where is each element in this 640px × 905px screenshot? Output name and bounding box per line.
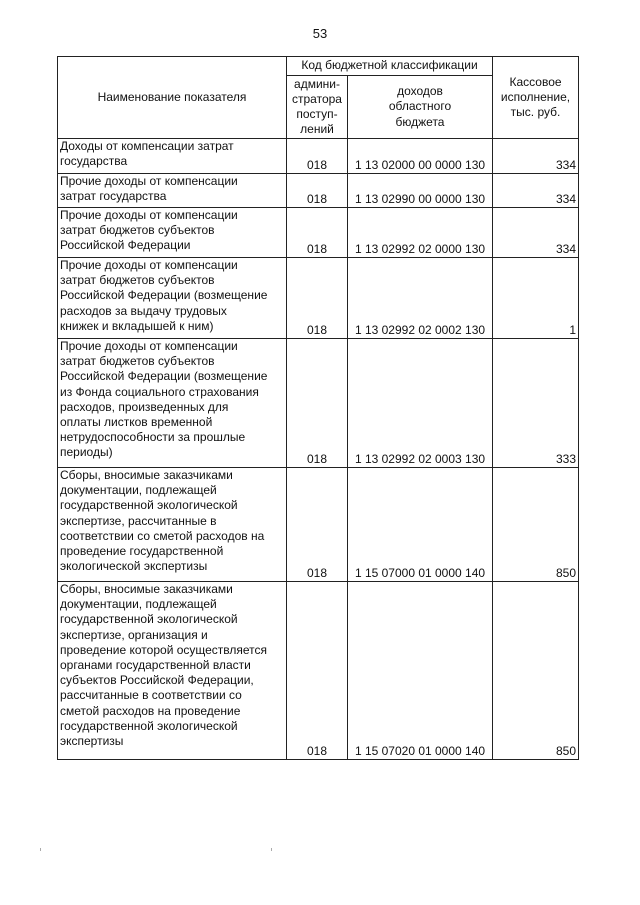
header-revenue: доходов областного бюджета [348, 76, 493, 139]
amount-cell: 334 [493, 208, 579, 258]
admin-code-cell: 018 [287, 139, 348, 174]
amount-cell: 1 [493, 258, 579, 339]
header-admin: админи- стратора поступ- лений [287, 76, 348, 139]
amount-cell: 333 [493, 339, 579, 468]
budget-code-cell: 1 13 02990 00 0000 130 [348, 174, 493, 208]
indicator-name-cell: Сборы, вносимые заказчиками документации, подлежащей государственной экологической экспертизе, рассчитанные в соответствии со сметой расходов на проведение государственной экологической экспертизы [58, 468, 287, 582]
table-row [58, 339, 579, 468]
table-row [58, 208, 579, 258]
table-body [58, 139, 579, 760]
admin-code-cell: 018 [287, 339, 348, 468]
indicator-name-cell: Прочие доходы от компенсации затрат государства [58, 174, 287, 208]
indicator-name-cell: Сборы, вносимые заказчиками документации, подлежащей государственной экологической экспертизе, организация и проведение которой осуществляется органами государственной власти субъектов Российской Федерации, рассчитанные в соответствии со сметой расходов на проведение государственной экологической экспертизы [58, 582, 287, 760]
table-row [58, 139, 579, 174]
table-row [58, 174, 579, 208]
header-name: Наименование показателя [58, 57, 287, 139]
scan-mark [271, 848, 272, 851]
header-amount: Кассовое исполнение, тыс. руб. [493, 57, 579, 139]
table-row [58, 582, 579, 760]
budget-code-cell: 1 15 07000 01 0000 140 [348, 468, 493, 582]
budget-code-cell: 1 13 02992 02 0000 130 [348, 208, 493, 258]
budget-revenue-table [57, 56, 579, 760]
indicator-name-cell: Прочие доходы от компенсации затрат бюджетов субъектов Российской Федерации (возмещение расходов за выдачу трудовых книжек и вкладышей к ним) [58, 258, 287, 339]
indicator-name-cell: Прочие доходы от компенсации затрат бюджетов субъектов Российской Федерации (возмещение из Фонда социального страхования расходов, произведенных для оплаты листков временной нетрудоспособности за прошлые периоды) [58, 339, 287, 468]
admin-code-cell: 018 [287, 208, 348, 258]
admin-code-cell: 018 [287, 174, 348, 208]
table-row [58, 258, 579, 339]
indicator-name-cell: Прочие доходы от компенсации затрат бюджетов субъектов Российской Федерации [58, 208, 287, 258]
page-number: 53 [312, 26, 328, 41]
table-row [58, 468, 579, 582]
admin-code-cell: 018 [287, 468, 348, 582]
scan-mark [40, 848, 41, 851]
budget-code-cell: 1 15 07020 01 0000 140 [348, 582, 493, 760]
admin-code-cell: 018 [287, 582, 348, 760]
indicator-name-cell: Доходы от компенсации затрат государства [58, 139, 287, 174]
admin-code-cell: 018 [287, 258, 348, 339]
budget-code-cell: 1 13 02992 02 0003 130 [348, 339, 493, 468]
budget-code-cell: 1 13 02000 00 0000 130 [348, 139, 493, 174]
budget-code-cell: 1 13 02992 02 0002 130 [348, 258, 493, 339]
amount-cell: 850 [493, 582, 579, 760]
amount-cell: 334 [493, 139, 579, 174]
header-bk-group: Код бюджетной классификации [287, 57, 493, 76]
amount-cell: 334 [493, 174, 579, 208]
amount-cell: 850 [493, 468, 579, 582]
